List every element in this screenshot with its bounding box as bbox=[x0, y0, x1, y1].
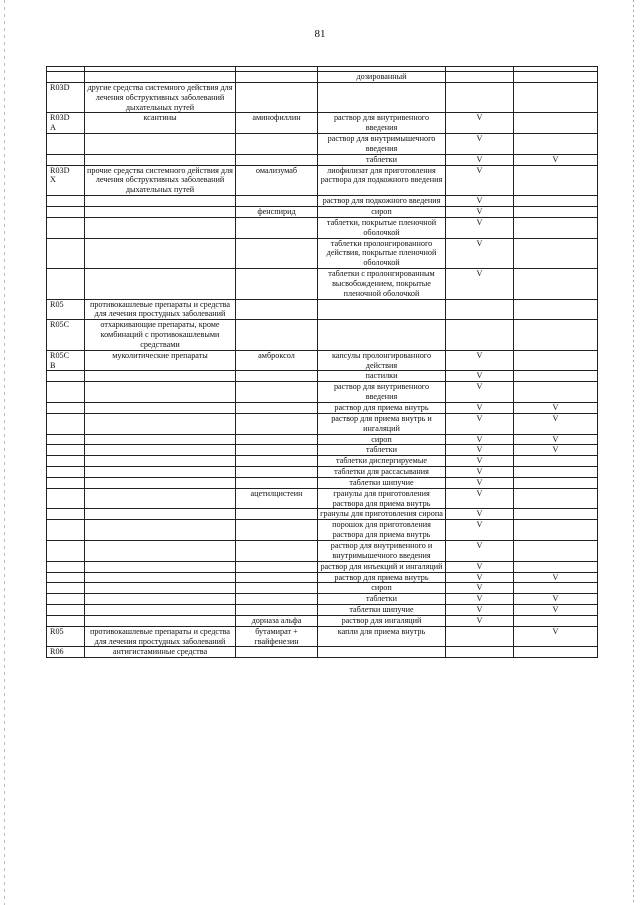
group-name-cell bbox=[85, 217, 236, 238]
atc-code-cell bbox=[47, 434, 85, 445]
group-name-cell bbox=[85, 434, 236, 445]
dosage-form-cell bbox=[318, 647, 446, 658]
mark-col-2-cell: V bbox=[514, 403, 598, 414]
mark-col-1-cell: V bbox=[446, 196, 514, 207]
mark-col-1-cell: V bbox=[446, 165, 514, 196]
dosage-form-cell: капсулы пролонгированного действия bbox=[318, 350, 446, 371]
group-name-cell bbox=[85, 540, 236, 561]
mark-col-2-cell bbox=[514, 540, 598, 561]
mark-col-1-cell: V bbox=[446, 403, 514, 414]
drug-name-cell bbox=[236, 434, 318, 445]
drug-name-cell: бутамират + гвайфенезин bbox=[236, 626, 318, 647]
atc-code-cell: R03D A bbox=[47, 113, 85, 134]
group-name-cell: антигистаминные средства bbox=[85, 647, 236, 658]
group-name-cell: другие средства системного действия для лечения обструктивных заболеваний дыхательных путей bbox=[85, 82, 236, 113]
mark-col-1-cell: V bbox=[446, 382, 514, 403]
mark-col-2-cell bbox=[514, 206, 598, 217]
dosage-form-cell: гранулы для приготовления сиропа bbox=[318, 509, 446, 520]
atc-code-cell bbox=[47, 217, 85, 238]
mark-col-1-cell: V bbox=[446, 561, 514, 572]
atc-code-cell bbox=[47, 134, 85, 155]
atc-code-cell bbox=[47, 594, 85, 605]
group-name-cell: отхаркивающие препараты, кроме комбинаций с противокашлевыми средствами bbox=[85, 320, 236, 351]
group-name-cell bbox=[85, 615, 236, 626]
table-row bbox=[47, 165, 598, 196]
table-row bbox=[47, 320, 598, 351]
mark-col-1-cell: V bbox=[446, 488, 514, 509]
group-name-cell bbox=[85, 371, 236, 382]
table-row bbox=[47, 647, 598, 658]
mark-col-2-cell bbox=[514, 299, 598, 320]
drug-name-cell bbox=[236, 467, 318, 478]
group-name-cell bbox=[85, 594, 236, 605]
mark-col-1-cell bbox=[446, 82, 514, 113]
drug-name-cell bbox=[236, 540, 318, 561]
group-name-cell bbox=[85, 456, 236, 467]
dosage-form-cell: раствор для внутривенного и внутримышечного введения bbox=[318, 540, 446, 561]
drug-name-cell bbox=[236, 382, 318, 403]
atc-code-cell bbox=[47, 583, 85, 594]
table-row bbox=[47, 445, 598, 456]
dosage-form-cell: раствор для внутримышечного введения bbox=[318, 134, 446, 155]
dosage-form-cell: гранулы для приготовления раствора для приема внутрь bbox=[318, 488, 446, 509]
table-row bbox=[47, 456, 598, 467]
drug-name-cell: аминофиллин bbox=[236, 113, 318, 134]
mark-col-2-cell bbox=[514, 238, 598, 269]
group-name-cell bbox=[85, 467, 236, 478]
atc-code-cell: R05C B bbox=[47, 350, 85, 371]
dosage-form-cell: таблетки для рассасывания bbox=[318, 467, 446, 478]
table-row bbox=[47, 217, 598, 238]
group-name-cell bbox=[85, 583, 236, 594]
scan-edge-right bbox=[633, 0, 634, 905]
table-row bbox=[47, 382, 598, 403]
table-row bbox=[47, 72, 598, 83]
dosage-form-cell: раствор для приема внутрь bbox=[318, 572, 446, 583]
drug-name-cell bbox=[236, 371, 318, 382]
atc-code-cell bbox=[47, 467, 85, 478]
medication-table bbox=[46, 66, 598, 658]
mark-col-2-cell bbox=[514, 647, 598, 658]
atc-code-cell bbox=[47, 413, 85, 434]
group-name-cell: противокашлевые препараты и средства для лечения простудных заболеваний bbox=[85, 299, 236, 320]
dosage-form-cell: раствор для внутривенного введения bbox=[318, 382, 446, 403]
group-name-cell bbox=[85, 403, 236, 414]
mark-col-2-cell bbox=[514, 583, 598, 594]
mark-col-1-cell: V bbox=[446, 540, 514, 561]
drug-name-cell: дорназа альфа bbox=[236, 615, 318, 626]
group-name-cell bbox=[85, 382, 236, 403]
dosage-form-cell: порошок для приготовления раствора для приема внутрь bbox=[318, 520, 446, 541]
atc-code-cell bbox=[47, 371, 85, 382]
drug-name-cell: омализумаб bbox=[236, 165, 318, 196]
mark-col-1-cell: V bbox=[446, 113, 514, 134]
mark-col-2-cell bbox=[514, 456, 598, 467]
atc-code-cell bbox=[47, 477, 85, 488]
drug-name-cell bbox=[236, 509, 318, 520]
mark-col-1-cell: V bbox=[446, 456, 514, 467]
dosage-form-cell: раствор для ингаляций bbox=[318, 615, 446, 626]
mark-col-1-cell: V bbox=[446, 477, 514, 488]
atc-code-cell: R05C bbox=[47, 320, 85, 351]
mark-col-1-cell: V bbox=[446, 134, 514, 155]
mark-col-2-cell bbox=[514, 72, 598, 83]
mark-col-2-cell: V bbox=[514, 605, 598, 616]
mark-col-1-cell bbox=[446, 72, 514, 83]
mark-col-2-cell: V bbox=[514, 594, 598, 605]
group-name-cell bbox=[85, 572, 236, 583]
table-row bbox=[47, 572, 598, 583]
atc-code-cell bbox=[47, 269, 85, 300]
drug-name-cell bbox=[236, 572, 318, 583]
dosage-form-cell: таблетки шипучие bbox=[318, 605, 446, 616]
mark-col-1-cell: V bbox=[446, 413, 514, 434]
mark-col-1-cell: V bbox=[446, 467, 514, 478]
table-row bbox=[47, 113, 598, 134]
mark-col-2-cell bbox=[514, 320, 598, 351]
mark-col-2-cell: V bbox=[514, 434, 598, 445]
atc-code-cell bbox=[47, 72, 85, 83]
mark-col-2-cell: V bbox=[514, 413, 598, 434]
mark-col-2-cell bbox=[514, 269, 598, 300]
mark-col-2-cell bbox=[514, 371, 598, 382]
dosage-form-cell: таблетки с пролонгированным высвобождением, покрытые пленочной оболочкой bbox=[318, 269, 446, 300]
mark-col-2-cell bbox=[514, 134, 598, 155]
table-row bbox=[47, 206, 598, 217]
mark-col-1-cell: V bbox=[446, 269, 514, 300]
dosage-form-cell: раствор для приема внутрь и ингаляций bbox=[318, 413, 446, 434]
drug-name-cell bbox=[236, 269, 318, 300]
dosage-form-cell: капли для приема внутрь bbox=[318, 626, 446, 647]
dosage-form-cell: таблетки шипучие bbox=[318, 477, 446, 488]
table-row bbox=[47, 477, 598, 488]
dosage-form-cell: таблетки, покрытые пленочной оболочкой bbox=[318, 217, 446, 238]
mark-col-2-cell bbox=[514, 217, 598, 238]
atc-code-cell: R05 bbox=[47, 626, 85, 647]
drug-name-cell bbox=[236, 196, 318, 207]
table-row bbox=[47, 269, 598, 300]
mark-col-2-cell: V bbox=[514, 572, 598, 583]
atc-code-cell bbox=[47, 238, 85, 269]
atc-code-cell bbox=[47, 572, 85, 583]
mark-col-2-cell bbox=[514, 113, 598, 134]
table-row bbox=[47, 403, 598, 414]
atc-code-cell bbox=[47, 206, 85, 217]
drug-name-cell bbox=[236, 647, 318, 658]
group-name-cell: ксантины bbox=[85, 113, 236, 134]
mark-col-2-cell bbox=[514, 382, 598, 403]
dosage-form-cell: таблетки bbox=[318, 594, 446, 605]
atc-code-cell: R05 bbox=[47, 299, 85, 320]
mark-col-2-cell: V bbox=[514, 626, 598, 647]
drug-name-cell bbox=[236, 605, 318, 616]
dosage-form-cell bbox=[318, 82, 446, 113]
mark-col-2-cell bbox=[514, 196, 598, 207]
group-name-cell: прочие средства системного действия для лечения обструктивных заболеваний дыхательных путей bbox=[85, 165, 236, 196]
drug-name-cell bbox=[236, 154, 318, 165]
drug-name-cell bbox=[236, 299, 318, 320]
mark-col-1-cell: V bbox=[446, 594, 514, 605]
atc-code-cell bbox=[47, 615, 85, 626]
table-row bbox=[47, 626, 598, 647]
mark-col-2-cell bbox=[514, 488, 598, 509]
group-name-cell bbox=[85, 72, 236, 83]
dosage-form-cell: таблетки bbox=[318, 445, 446, 456]
dosage-form-cell bbox=[318, 320, 446, 351]
page-number: 81 bbox=[314, 28, 326, 40]
table-row bbox=[47, 434, 598, 445]
mark-col-2-cell: V bbox=[514, 445, 598, 456]
table-row bbox=[47, 371, 598, 382]
atc-code-cell bbox=[47, 520, 85, 541]
drug-name-cell bbox=[236, 520, 318, 541]
mark-col-2-cell bbox=[514, 165, 598, 196]
mark-col-1-cell: V bbox=[446, 445, 514, 456]
dosage-form-cell: сироп bbox=[318, 583, 446, 594]
table-row bbox=[47, 196, 598, 207]
group-name-cell: противокашлевые препараты и средства для лечения простудных заболеваний bbox=[85, 626, 236, 647]
atc-code-cell bbox=[47, 445, 85, 456]
drug-name-cell bbox=[236, 413, 318, 434]
table-row bbox=[47, 583, 598, 594]
mark-col-2-cell bbox=[514, 350, 598, 371]
table-row bbox=[47, 605, 598, 616]
drug-name-cell bbox=[236, 238, 318, 269]
group-name-cell bbox=[85, 561, 236, 572]
group-name-cell bbox=[85, 477, 236, 488]
table-row bbox=[47, 467, 598, 478]
dosage-form-cell: раствор для внутривенного введения bbox=[318, 113, 446, 134]
table-row bbox=[47, 238, 598, 269]
group-name-cell bbox=[85, 509, 236, 520]
table-row bbox=[47, 299, 598, 320]
mark-col-1-cell: V bbox=[446, 509, 514, 520]
table-row bbox=[47, 154, 598, 165]
drug-name-cell: ацетилцистеин bbox=[236, 488, 318, 509]
mark-col-2-cell bbox=[514, 82, 598, 113]
dosage-form-cell: сироп bbox=[318, 434, 446, 445]
dosage-form-cell bbox=[318, 299, 446, 320]
drug-name-cell bbox=[236, 320, 318, 351]
atc-code-cell bbox=[47, 605, 85, 616]
dosage-form-cell: дозированный bbox=[318, 72, 446, 83]
drug-name-cell bbox=[236, 217, 318, 238]
group-name-cell bbox=[85, 605, 236, 616]
atc-code-cell bbox=[47, 509, 85, 520]
table-row bbox=[47, 350, 598, 371]
group-name-cell bbox=[85, 520, 236, 541]
drug-name-cell bbox=[236, 456, 318, 467]
group-name-cell bbox=[85, 445, 236, 456]
drug-name-cell bbox=[236, 403, 318, 414]
mark-col-1-cell bbox=[446, 320, 514, 351]
table-row bbox=[47, 520, 598, 541]
mark-col-1-cell: V bbox=[446, 371, 514, 382]
dosage-form-cell: сироп bbox=[318, 206, 446, 217]
mark-col-2-cell: V bbox=[514, 154, 598, 165]
drug-name-cell bbox=[236, 445, 318, 456]
group-name-cell bbox=[85, 154, 236, 165]
mark-col-1-cell: V bbox=[446, 615, 514, 626]
table-row bbox=[47, 82, 598, 113]
mark-col-1-cell: V bbox=[446, 154, 514, 165]
mark-col-2-cell bbox=[514, 467, 598, 478]
mark-col-1-cell: V bbox=[446, 572, 514, 583]
atc-code-cell: R03D bbox=[47, 82, 85, 113]
mark-col-2-cell bbox=[514, 477, 598, 488]
mark-col-1-cell bbox=[446, 626, 514, 647]
drug-name-cell: фенспирид bbox=[236, 206, 318, 217]
table-row bbox=[47, 488, 598, 509]
dosage-form-cell: таблетки пролонгированного действия, покрытые пленочной оболочкой bbox=[318, 238, 446, 269]
mark-col-2-cell bbox=[514, 509, 598, 520]
dosage-form-cell: лиофилизат для приготовления раствора для подкожного введения bbox=[318, 165, 446, 196]
atc-code-cell bbox=[47, 403, 85, 414]
dosage-form-cell: таблетки диспергируемые bbox=[318, 456, 446, 467]
table-row bbox=[47, 134, 598, 155]
group-name-cell: муколитические препараты bbox=[85, 350, 236, 371]
mark-col-1-cell bbox=[446, 299, 514, 320]
mark-col-1-cell: V bbox=[446, 350, 514, 371]
atc-code-cell bbox=[47, 382, 85, 403]
atc-code-cell: R06 bbox=[47, 647, 85, 658]
atc-code-cell bbox=[47, 561, 85, 572]
drug-name-cell: амброксол bbox=[236, 350, 318, 371]
table-row bbox=[47, 509, 598, 520]
mark-col-1-cell: V bbox=[446, 520, 514, 541]
drug-name-cell bbox=[236, 477, 318, 488]
drug-name-cell bbox=[236, 561, 318, 572]
group-name-cell bbox=[85, 413, 236, 434]
group-name-cell bbox=[85, 196, 236, 207]
mark-col-2-cell bbox=[514, 520, 598, 541]
dosage-form-cell: таблетки bbox=[318, 154, 446, 165]
drug-name-cell bbox=[236, 134, 318, 155]
dosage-form-cell: раствор для приема внутрь bbox=[318, 403, 446, 414]
group-name-cell bbox=[85, 206, 236, 217]
table-row bbox=[47, 540, 598, 561]
drug-name-cell bbox=[236, 583, 318, 594]
drug-name-cell bbox=[236, 594, 318, 605]
atc-code-cell bbox=[47, 488, 85, 509]
atc-code-cell bbox=[47, 154, 85, 165]
table-row bbox=[47, 594, 598, 605]
mark-col-1-cell: V bbox=[446, 238, 514, 269]
atc-code-cell bbox=[47, 456, 85, 467]
group-name-cell bbox=[85, 238, 236, 269]
mark-col-1-cell bbox=[446, 647, 514, 658]
mark-col-1-cell: V bbox=[446, 217, 514, 238]
table-row bbox=[47, 561, 598, 572]
atc-code-cell bbox=[47, 196, 85, 207]
medication-table-body bbox=[47, 67, 598, 658]
atc-code-cell: R03D X bbox=[47, 165, 85, 196]
mark-col-2-cell bbox=[514, 615, 598, 626]
dosage-form-cell: раствор для инъекций и ингаляций bbox=[318, 561, 446, 572]
scan-edge-left bbox=[4, 0, 5, 905]
group-name-cell bbox=[85, 269, 236, 300]
mark-col-1-cell: V bbox=[446, 583, 514, 594]
mark-col-1-cell: V bbox=[446, 206, 514, 217]
group-name-cell bbox=[85, 134, 236, 155]
table-row bbox=[47, 615, 598, 626]
dosage-form-cell: раствор для подкожного введения bbox=[318, 196, 446, 207]
drug-name-cell bbox=[236, 72, 318, 83]
mark-col-1-cell: V bbox=[446, 605, 514, 616]
mark-col-1-cell: V bbox=[446, 434, 514, 445]
atc-code-cell bbox=[47, 540, 85, 561]
table-row bbox=[47, 413, 598, 434]
dosage-form-cell: пастилки bbox=[318, 371, 446, 382]
mark-col-2-cell bbox=[514, 561, 598, 572]
group-name-cell bbox=[85, 488, 236, 509]
drug-name-cell bbox=[236, 82, 318, 113]
